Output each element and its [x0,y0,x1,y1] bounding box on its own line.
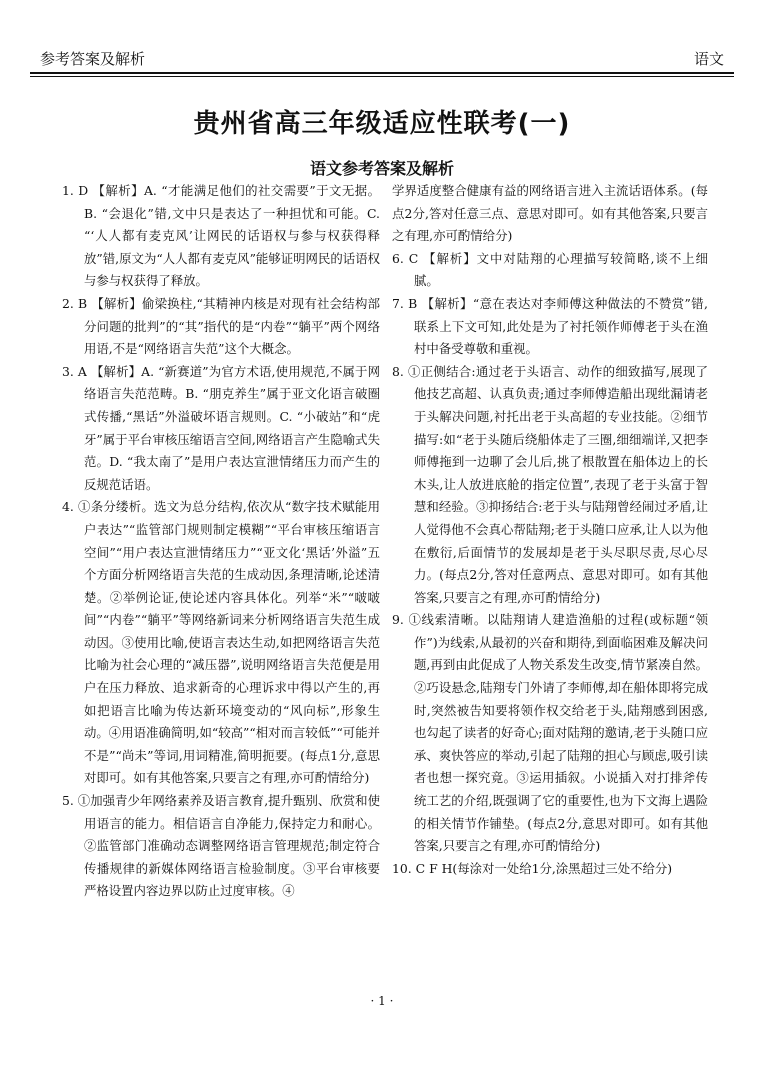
answer-item: 4. ①条分缕析。选文为总分结构,依次从“数字技术赋能用户表达”“监管部门规则制定模糊”“平台审核压缩语言空间”“用户表达宣泄情绪压力”“亚文化‘黑话’外溢”五个方面分析网络语言失范的生成动因,条理清晰,论述清楚。②举例论证,使论述内容具体化。列举“米”“啵啵间”“内卷”“躺平”等网络新词来分析网络语言失范生成动因。③使用比喻,使语言表达生动,如把网络语言失范比喻为社会心理的“减压器”,说明网络语言失范便是用户在压力释放、追求新奇的心理诉求中得以产生的,再如把语言比喻为传达新环境变动的“风向标”,形象生动。④用语准确简明,如“较高”“相对而言较低”“可能并不是”“尚未”等词,用词精准,简明扼要。(每点1分,意思对即可。如有其他答案,只要言之有理,亦可酌情给分) [62,499,380,786]
answer-item: 2. B 【解析】偷梁换柱,“其精神内核是对现有社会结构部分问题的批判”的“其”指代的是“内卷”“躺平”两个网络用语,不是“网络语言失范”这个大概念。 [62,295,380,357]
page-subtitle: 语文参考答案及解析 [309,159,454,178]
page-number: · 1 · [370,994,394,1008]
page-header [30,48,734,70]
page-title: 贵州省高三年级适应性联考(一) [193,109,571,139]
right-column [392,180,708,880]
answer-item: 6. C 【解析】文中对陆翔的心理描写较简略,谈不上细腻。 [392,250,708,289]
answer-item: 5. ①加强青少年网络素养及语言教育,提升甄别、欣赏和使用语言的能力。相信语言自净能力,保持定力和耐心。②监管部门准确动态调整网络语言管理规范;制定符合传播规律的新媒体网络语言检验制度。③平台审核要严格设置内容边界以防止过度审核。④ [62,793,380,899]
answer-item: 10. C F H(每涂对一处给1分,涂黑超过三处不给分) [392,860,673,876]
header-subject: 语文 [693,50,724,68]
answer-item: 7. B 【解析】“意在表达对李师傅这种做法的不赞赏”错,联系上下文可知,此处是为了衬托领作师傅老于头在渔村中备受尊敬和重视。 [392,295,708,357]
answer-item: 3. A 【解析】A. “新赛道”为官方术语,使用规范,不属于网络语言失范范畴。B. “朋克养生”属于亚文化语言破圈式传播,“黑话”外溢破坏语言规则。C. “小破站”和“虎牙”属于平台审核压缩语言空间,网络语言产生隐喻式失范。D. “我太南了”是用户表达宣泄情绪压力而产生的反规范话语。 [62,363,380,492]
answer-item: 1. D 【解析】A. “才能满足他们的社交需要”于文无据。B. “会退化”错,文中只是表达了一种担忧和可能。C. “‘人人都有麦克风’让网民的话语权与参与权获得释放”错,原文为“人人都有麦克风”能够证明网民的话语权与参与权获得了释放。 [62,183,380,289]
header-left-text: 参考答案及解析 [40,50,146,68]
answer-item: 9. ①线索清晰。以陆翔请人建造渔船的过程(或标题“领作”)为线索,从最初的兴奋和期待,到面临困难及解决问题,再到由此促成了人物关系发生改变,情节紧凑自然。②巧设悬念,陆翔专门外请了李师傅,却在船体即将完成时,突然被告知要将领作权交给老于头,陆翔感到困惑,也勾起了读者的好奇心;面对陆翔的邀请,老于头随口应承、爽快答应的举动,引起了陆翔的担心与顾虑,吸引读者也想一探究竟。③运用插叙。小说插入对打排斧传统工艺的介绍,既强调了它的重要性,也为下文海上遇险的相关情节作铺垫。(每点2分,意思对即可。如有其他答案,只要言之有理,亦可酌情给分) [392,612,708,854]
answer-item: 8. ①正侧结合:通过老于头语言、动作的细致描写,展现了他技艺高超、认真负责;通过李师傅造船出现纰漏请老于头解决问题,衬托出老于头高超的专业技能。②细节描写:如“老于头随后绕船体走了三圈,细细端详,又把李师傅拖到一边聊了会儿后,挑了根散置在船体边上的长木头,让人放进底舱的指定位置”,表现了老于头富于智慧和经验。③抑扬结合:老于头与陆翔曾经闹过矛盾,让人觉得他不会真心帮陆翔;老于头随口应承,让人以为他在敷衍,后面情节的发展却是老于头尽职尽责,尽心尽力。(每点2分,答对任意两点、意思对即可。如有其他答案,只要言之有理,亦可酌情给分) [392,363,708,605]
answer-item-continued: 学界适度整合健康有益的网络语言进入主流话语体系。(每点2分,答对任意三点、意思对即可。如有其他答案,只要言之有理,亦可酌情给分) [392,183,708,244]
left-column [62,180,380,903]
header-rule [30,72,734,77]
